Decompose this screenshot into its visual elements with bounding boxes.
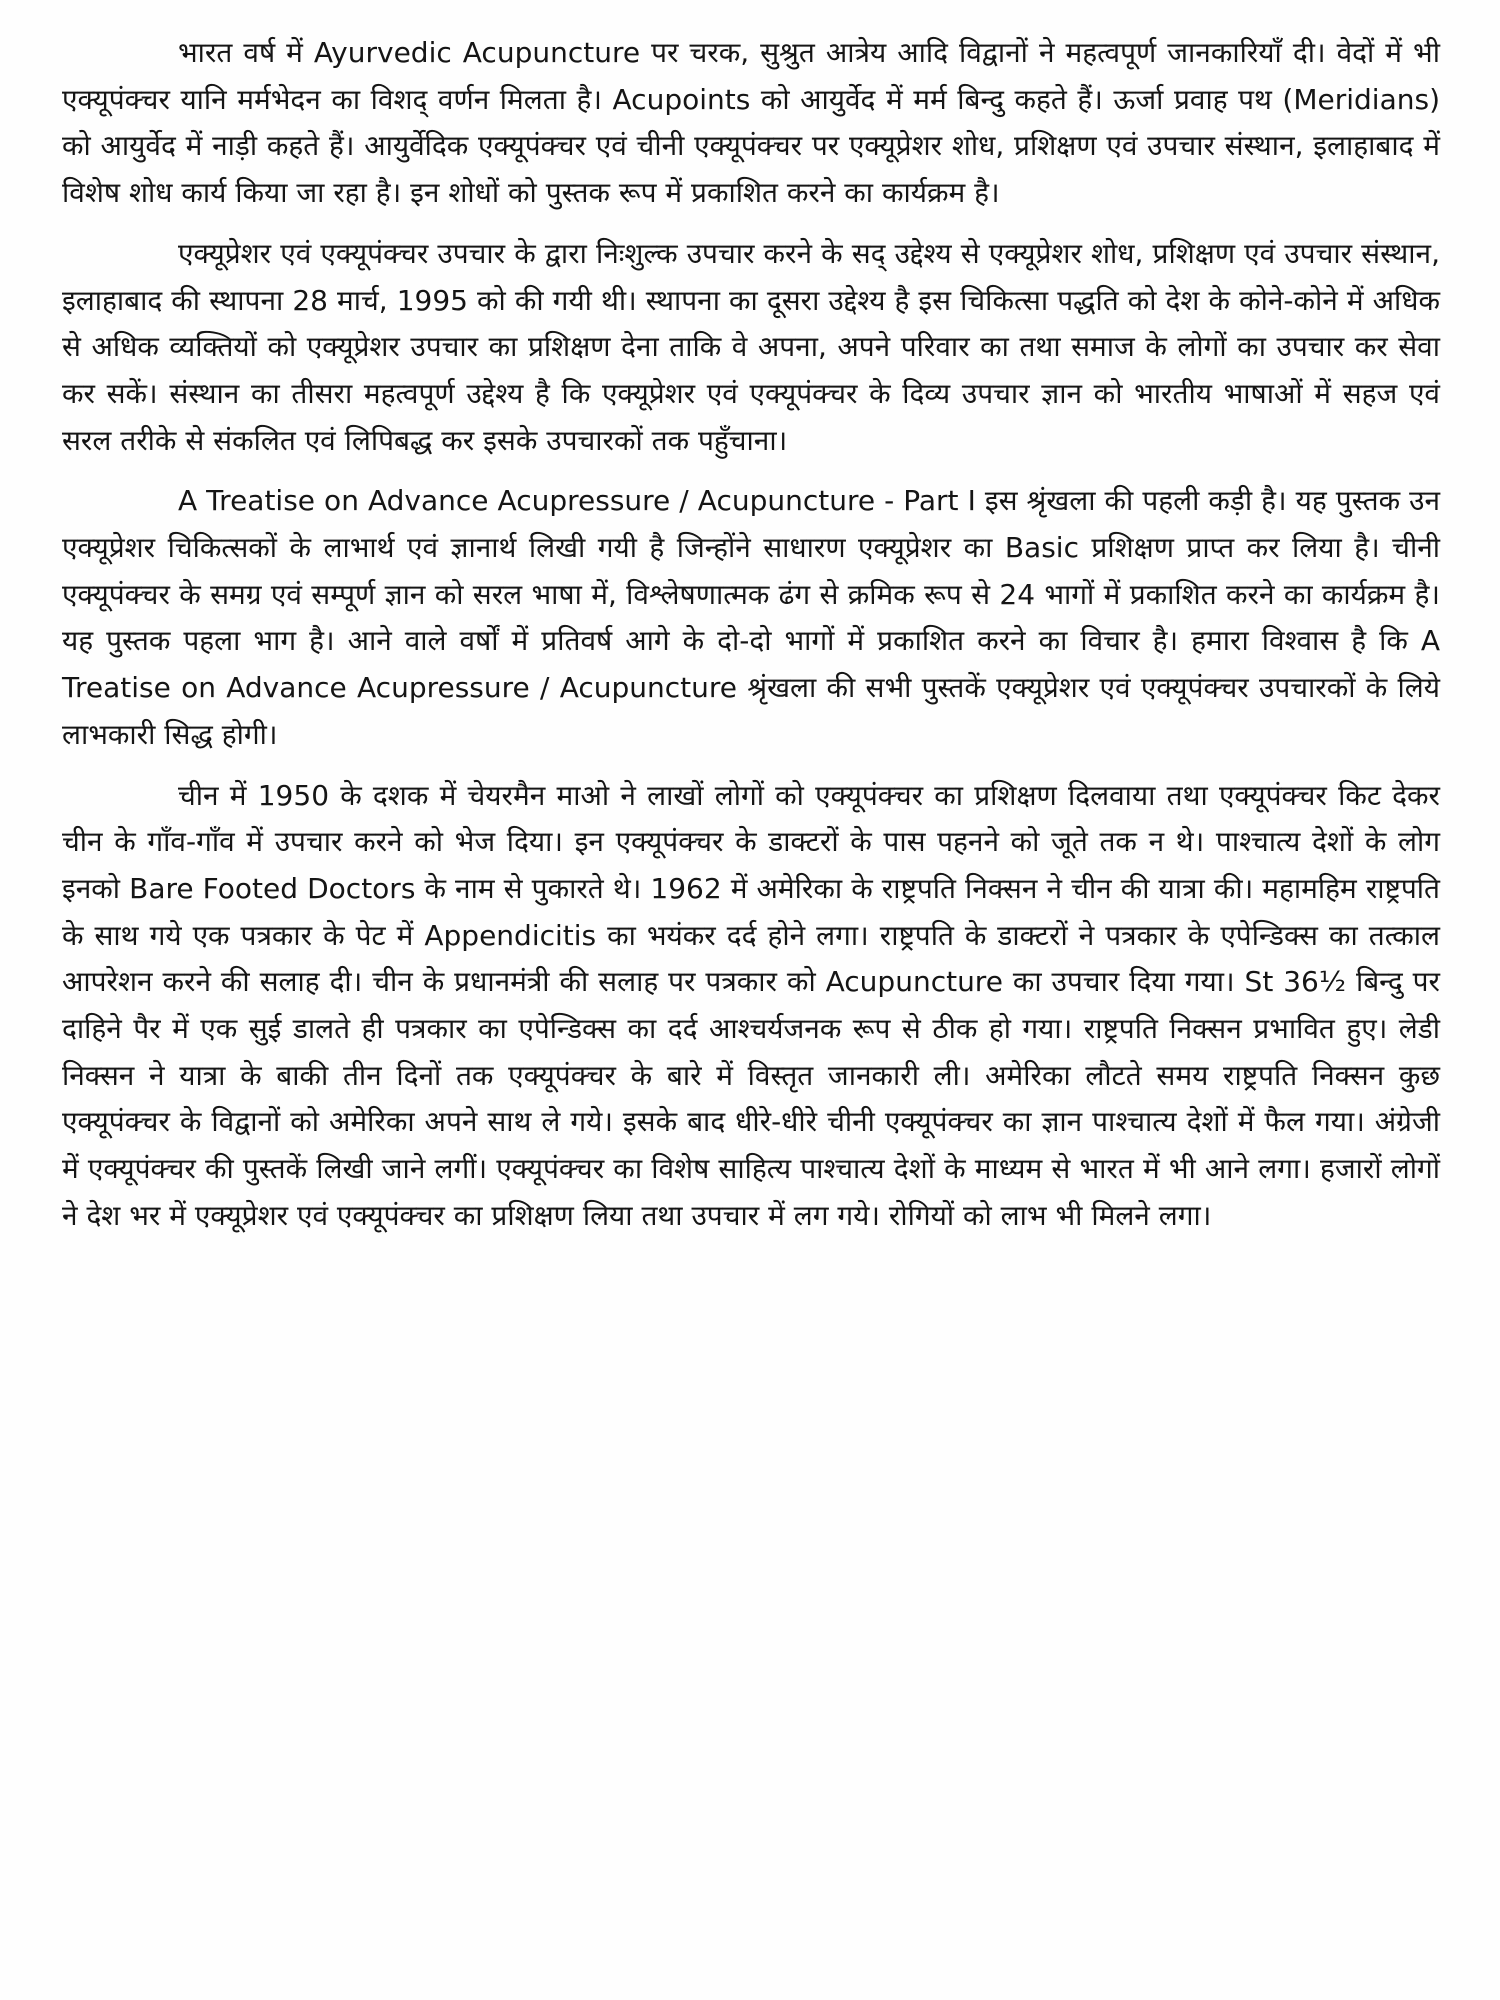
paragraph-treatise-series: A Treatise on Advance Acupressure / Acupuncture - Part I इस श्रृंखला की पहली कड़ी है। यह पुस्तक उन एक्यूप्रेशर चिकित्सकों के लाभार्थ एवं ज्ञानार्थ लिखी गयी है जिन्होंने साधारण एक्यूप्रेशर का Basic प्रशिक्षण प्राप्त कर लिया है। चीनी एक्यूपंक्चर के समग्र एवं सम्पूर्ण ज्ञान को सरल भाषा में, विश्लेषणात्मक ढंग से क्रमिक रूप से 24 भागों में प्रकाशित करने का कार्यक्रम है। यह पुस्तक पहला भाग है। आने वाले वर्षों में प्रतिवर्ष आगे के दो-दो भागों में प्रकाशित करने का विचार है। हमारा विश्वास है कि A Treatise on Advance Acupressure / Acupuncture श्रृंखला की सभी पुस्तकें एक्यूप्रेशर एवं एक्यूपंक्चर उपचारकों के लिये लाभकारी सिद्ध होगी। [62,484,1440,751]
paragraph-ayurvedic-acupuncture: भारत वर्ष में Ayurvedic Acupuncture पर चरक, सुश्रुत आत्रेय आदि विद्वानों ने महत्वपूर्ण जानकारियाँ दी। वेदों में भी एक्यूपंक्चर यानि मर्मभेदन का विशद् वर्णन मिलता है। Acupoints को आयुर्वेद में मर्म बिन्दु कहते हैं। ऊर्जा प्रवाह पथ (Meridians) को आयुर्वेद में नाड़ी कहते हैं। आयुर्वेदिक एक्यूपंक्चर एवं चीनी एक्यूपंक्चर पर एक्यूप्रेशर शोध, प्रशिक्षण एवं उपचार संस्थान, इलाहाबाद में विशेष शोध कार्य किया जा रहा है। इन शोधों को पुस्तक रूप में प्रकाशित करने का कार्यक्रम है। [62,36,1440,210]
body-text [62,30,1440,1240]
paragraph-china-history: चीन में 1950 के दशक में चेयरमैन माओ ने लाखों लोगों को एक्यूपंक्चर का प्रशिक्षण दिलवाया तथा एक्यूपंक्चर किट देकर चीन के गाँव-गाँव में उपचार करने को भेज दिया। इन एक्यूपंक्चर के डाक्टरों के पास पहनने को जूते तक न थे। पाश्चात्य देशों के लोग इनको Bare Footed Doctors के नाम से पुकारते थे। 1962 में अमेरिका के राष्ट्रपति निक्सन ने चीन की यात्रा की। महामहिम राष्ट्रपति के साथ गये एक पत्रकार के पेट में Appendicitis का भयंकर दर्द होने लगा। राष्ट्रपति के डाक्टरों ने पत्रकार के एपेन्डिक्स का तत्काल आपरेशन करने की सलाह दी। चीन के प्रधानमंत्री की सलाह पर पत्रकार को Acupuncture का उपचार दिया गया। St 36½ बिन्दु पर दाहिने पैर में एक सुई डालते ही पत्रकार का एपेन्डिक्स का दर्द आश्चर्यजनक रूप से ठीक हो गया। राष्ट्रपति निक्सन प्रभावित हुए। लेडी निक्सन ने यात्रा के बाकी तीन दिनों तक एक्यूपंक्चर के बारे में विस्तृत जानकारी ली। अमेरिका लौटते समय राष्ट्रपति निक्सन कुछ एक्यूपंक्चर के विद्वानों को अमेरिका अपने साथ ले गये। इसके बाद धीरे-धीरे चीनी एक्यूपंक्चर का ज्ञान पाश्चात्य देशों में फैल गया। अंग्रेजी में एक्यूपंक्चर की पुस्तकें लिखी जाने लगीं। एक्यूपंक्चर का विशेष साहित्य पाश्चात्य देशों के माध्यम से भारत में भी आने लगा। हजारों लोगों ने देश भर में एक्यूप्रेशर एवं एक्यूपंक्चर का प्रशिक्षण लिया तथा उपचार में लग गये। रोगियों को लाभ भी मिलने लगा। [62,778,1440,1232]
paragraph-institute-objectives: एक्यूप्रेशर एवं एक्यूपंक्चर उपचार के द्वारा निःशुल्क उपचार करने के सद् उद्देश्य से एक्यूप्रेशर शोध, प्रशिक्षण एवं उपचार संस्थान, इलाहाबाद की स्थापना 28 मार्च, 1995 को की गयी थी। स्थापना का दूसरा उद्देश्य है इस चिकित्सा पद्धति को देश के कोने-कोने में अधिक से अधिक व्यक्तियों को एक्यूप्रेशर उपचार का प्रशिक्षण देना ताकि वे अपना, अपने परिवार का तथा समाज के लोगों का उपचार कर सेवा कर सकें। संस्थान का तीसरा महत्वपूर्ण उद्देश्य है कि एक्यूप्रेशर एवं एक्यूपंक्चर के दिव्य उपचार ज्ञान को भारतीय भाषाओं में सहज एवं सरल तरीके से संकलित एवं लिपिबद्ध कर इसके उपचारकों तक पहुँचाना। [62,236,1440,457]
